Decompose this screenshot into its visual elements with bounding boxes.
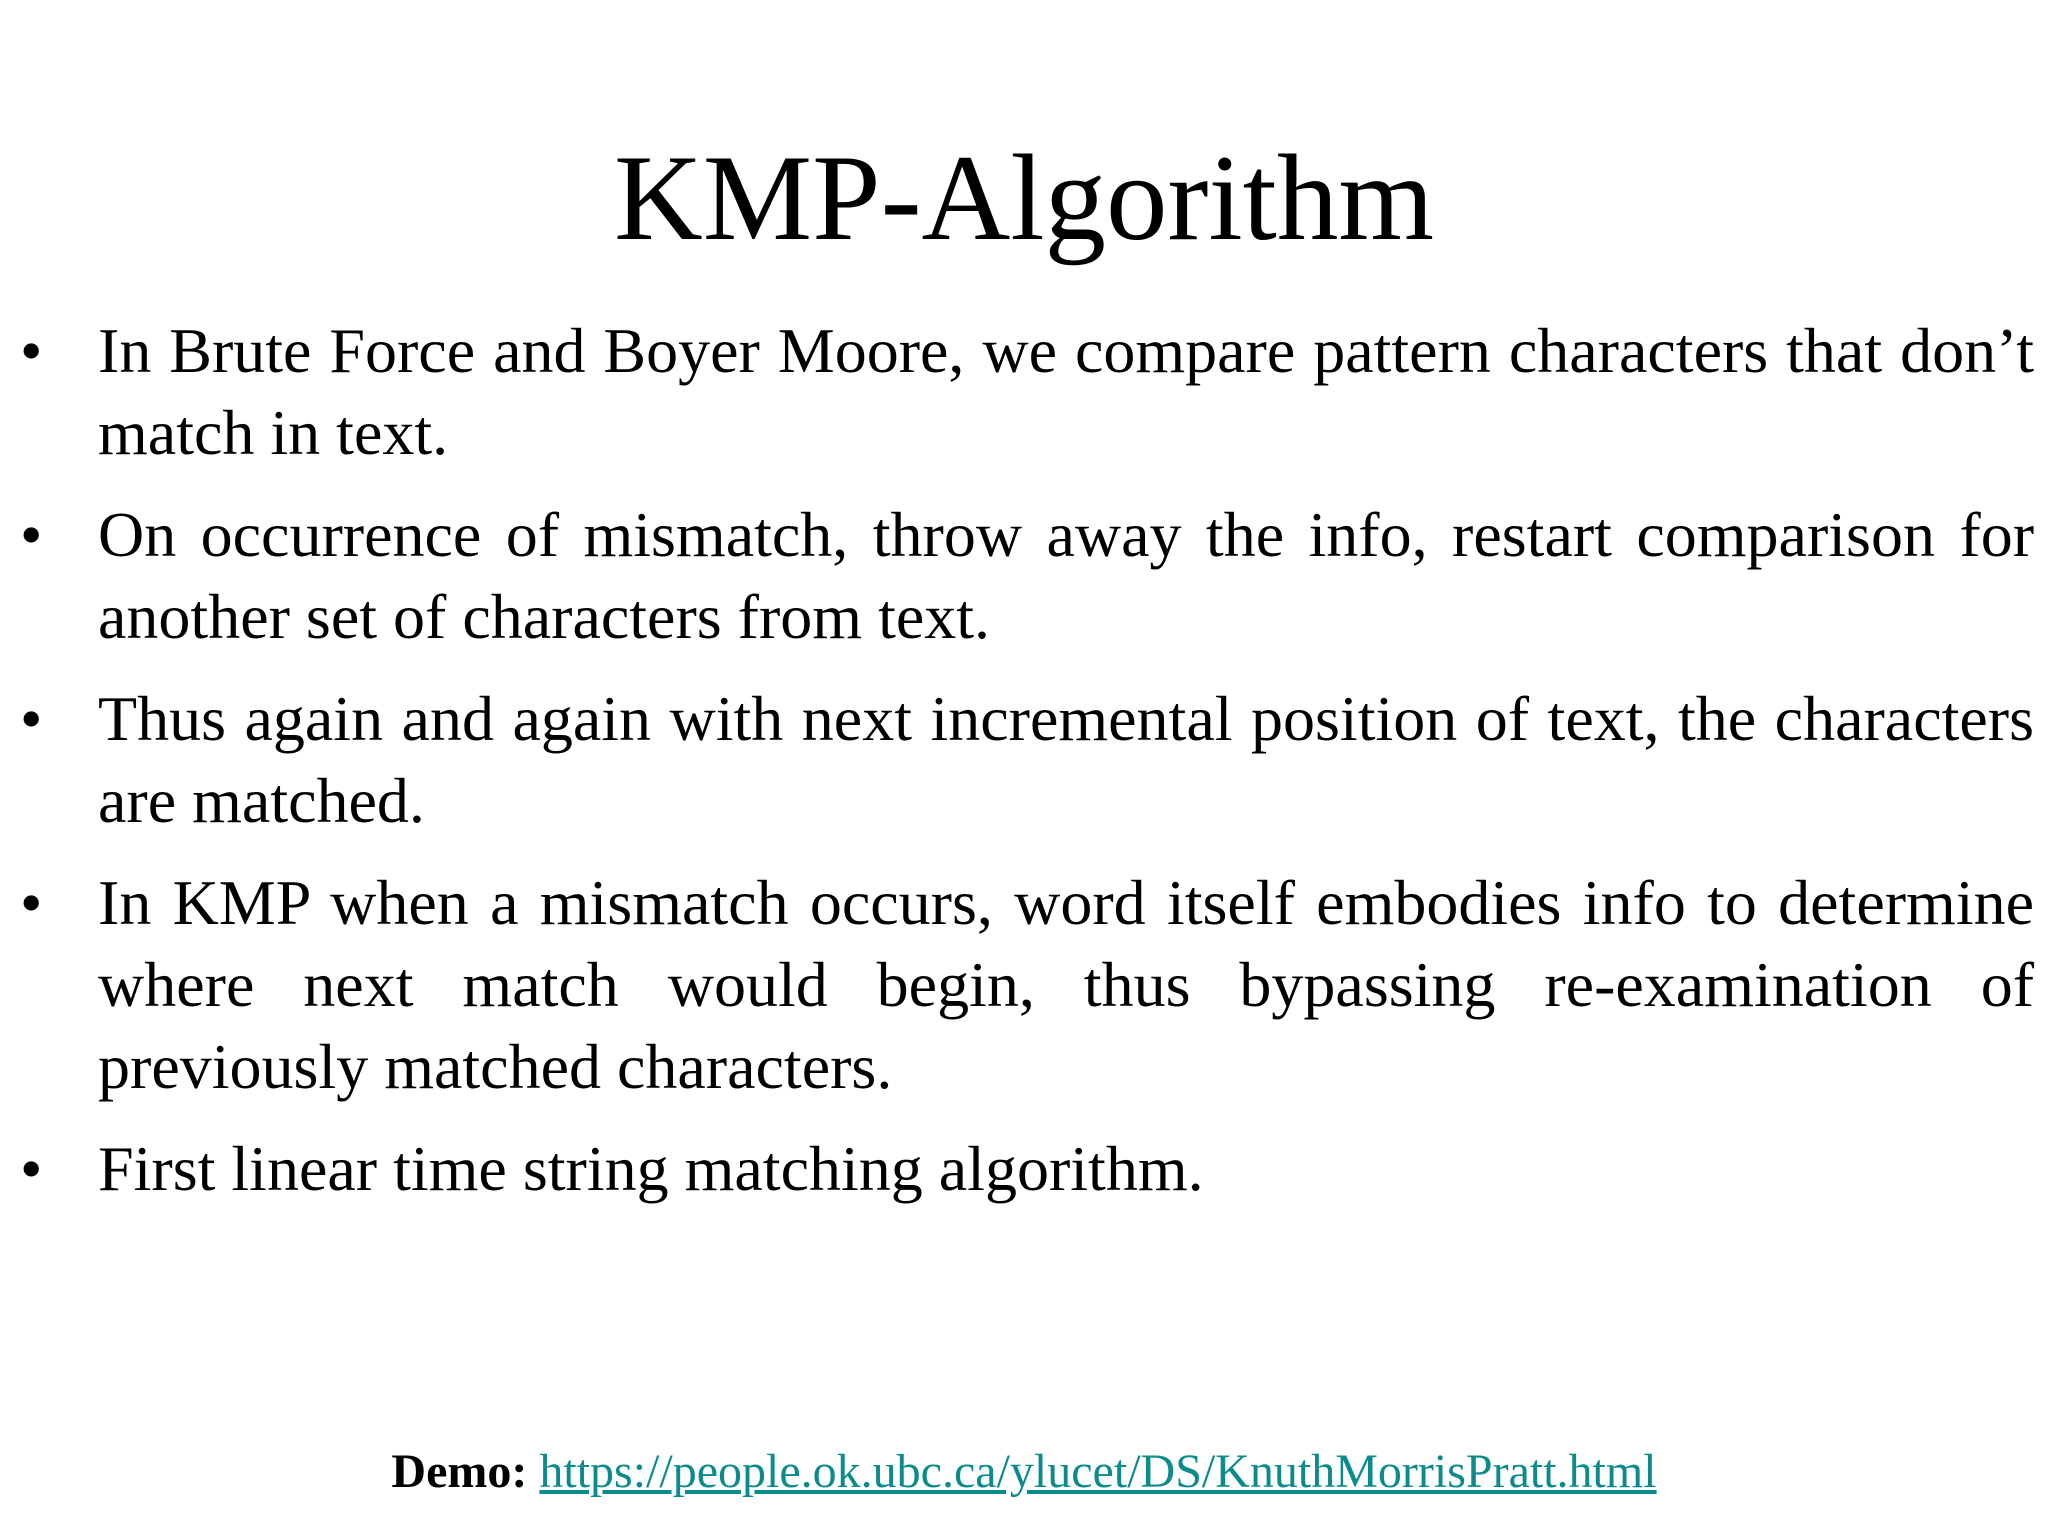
bullet-item bbox=[0, 310, 2048, 474]
slide-title: KMP-Algorithm bbox=[613, 129, 1435, 266]
bullet-item bbox=[0, 678, 2048, 842]
bullet-dot-icon: • bbox=[20, 1133, 43, 1204]
demo-label: Demo: bbox=[391, 1445, 528, 1498]
demo-line bbox=[0, 1442, 2048, 1502]
bullet-item bbox=[0, 1128, 2048, 1210]
demo-link[interactable]: https://people.ok.ubc.ca/ylucet/DS/KnuthMorrisPratt.html bbox=[539, 1445, 1657, 1498]
bullet-item bbox=[0, 494, 2048, 658]
bullet-dot-icon: • bbox=[20, 499, 43, 570]
bullet-text: In Brute Force and Boyer Moore, we compare pattern characters that don’t match in text. bbox=[98, 315, 2034, 468]
bullet-dot-icon: • bbox=[20, 867, 43, 938]
bullet-text: Thus again and again with next incremental position of text, the characters are matched. bbox=[98, 683, 2034, 836]
bullet-text: On occurrence of mismatch, throw away the info, restart comparison for another set of characters from text. bbox=[98, 499, 2034, 652]
bullet-dot-icon: • bbox=[20, 315, 43, 386]
bullet-dot-icon: • bbox=[20, 683, 43, 754]
bullet-item bbox=[0, 862, 2048, 1108]
bullet-text: First linear time string matching algorithm. bbox=[98, 1133, 1204, 1204]
bullet-list bbox=[0, 310, 2048, 1230]
bullet-text: In KMP when a mismatch occurs, word itself embodies info to determine where next match would begin, thus bypassing re-examination of previously matched characters. bbox=[98, 867, 2034, 1102]
